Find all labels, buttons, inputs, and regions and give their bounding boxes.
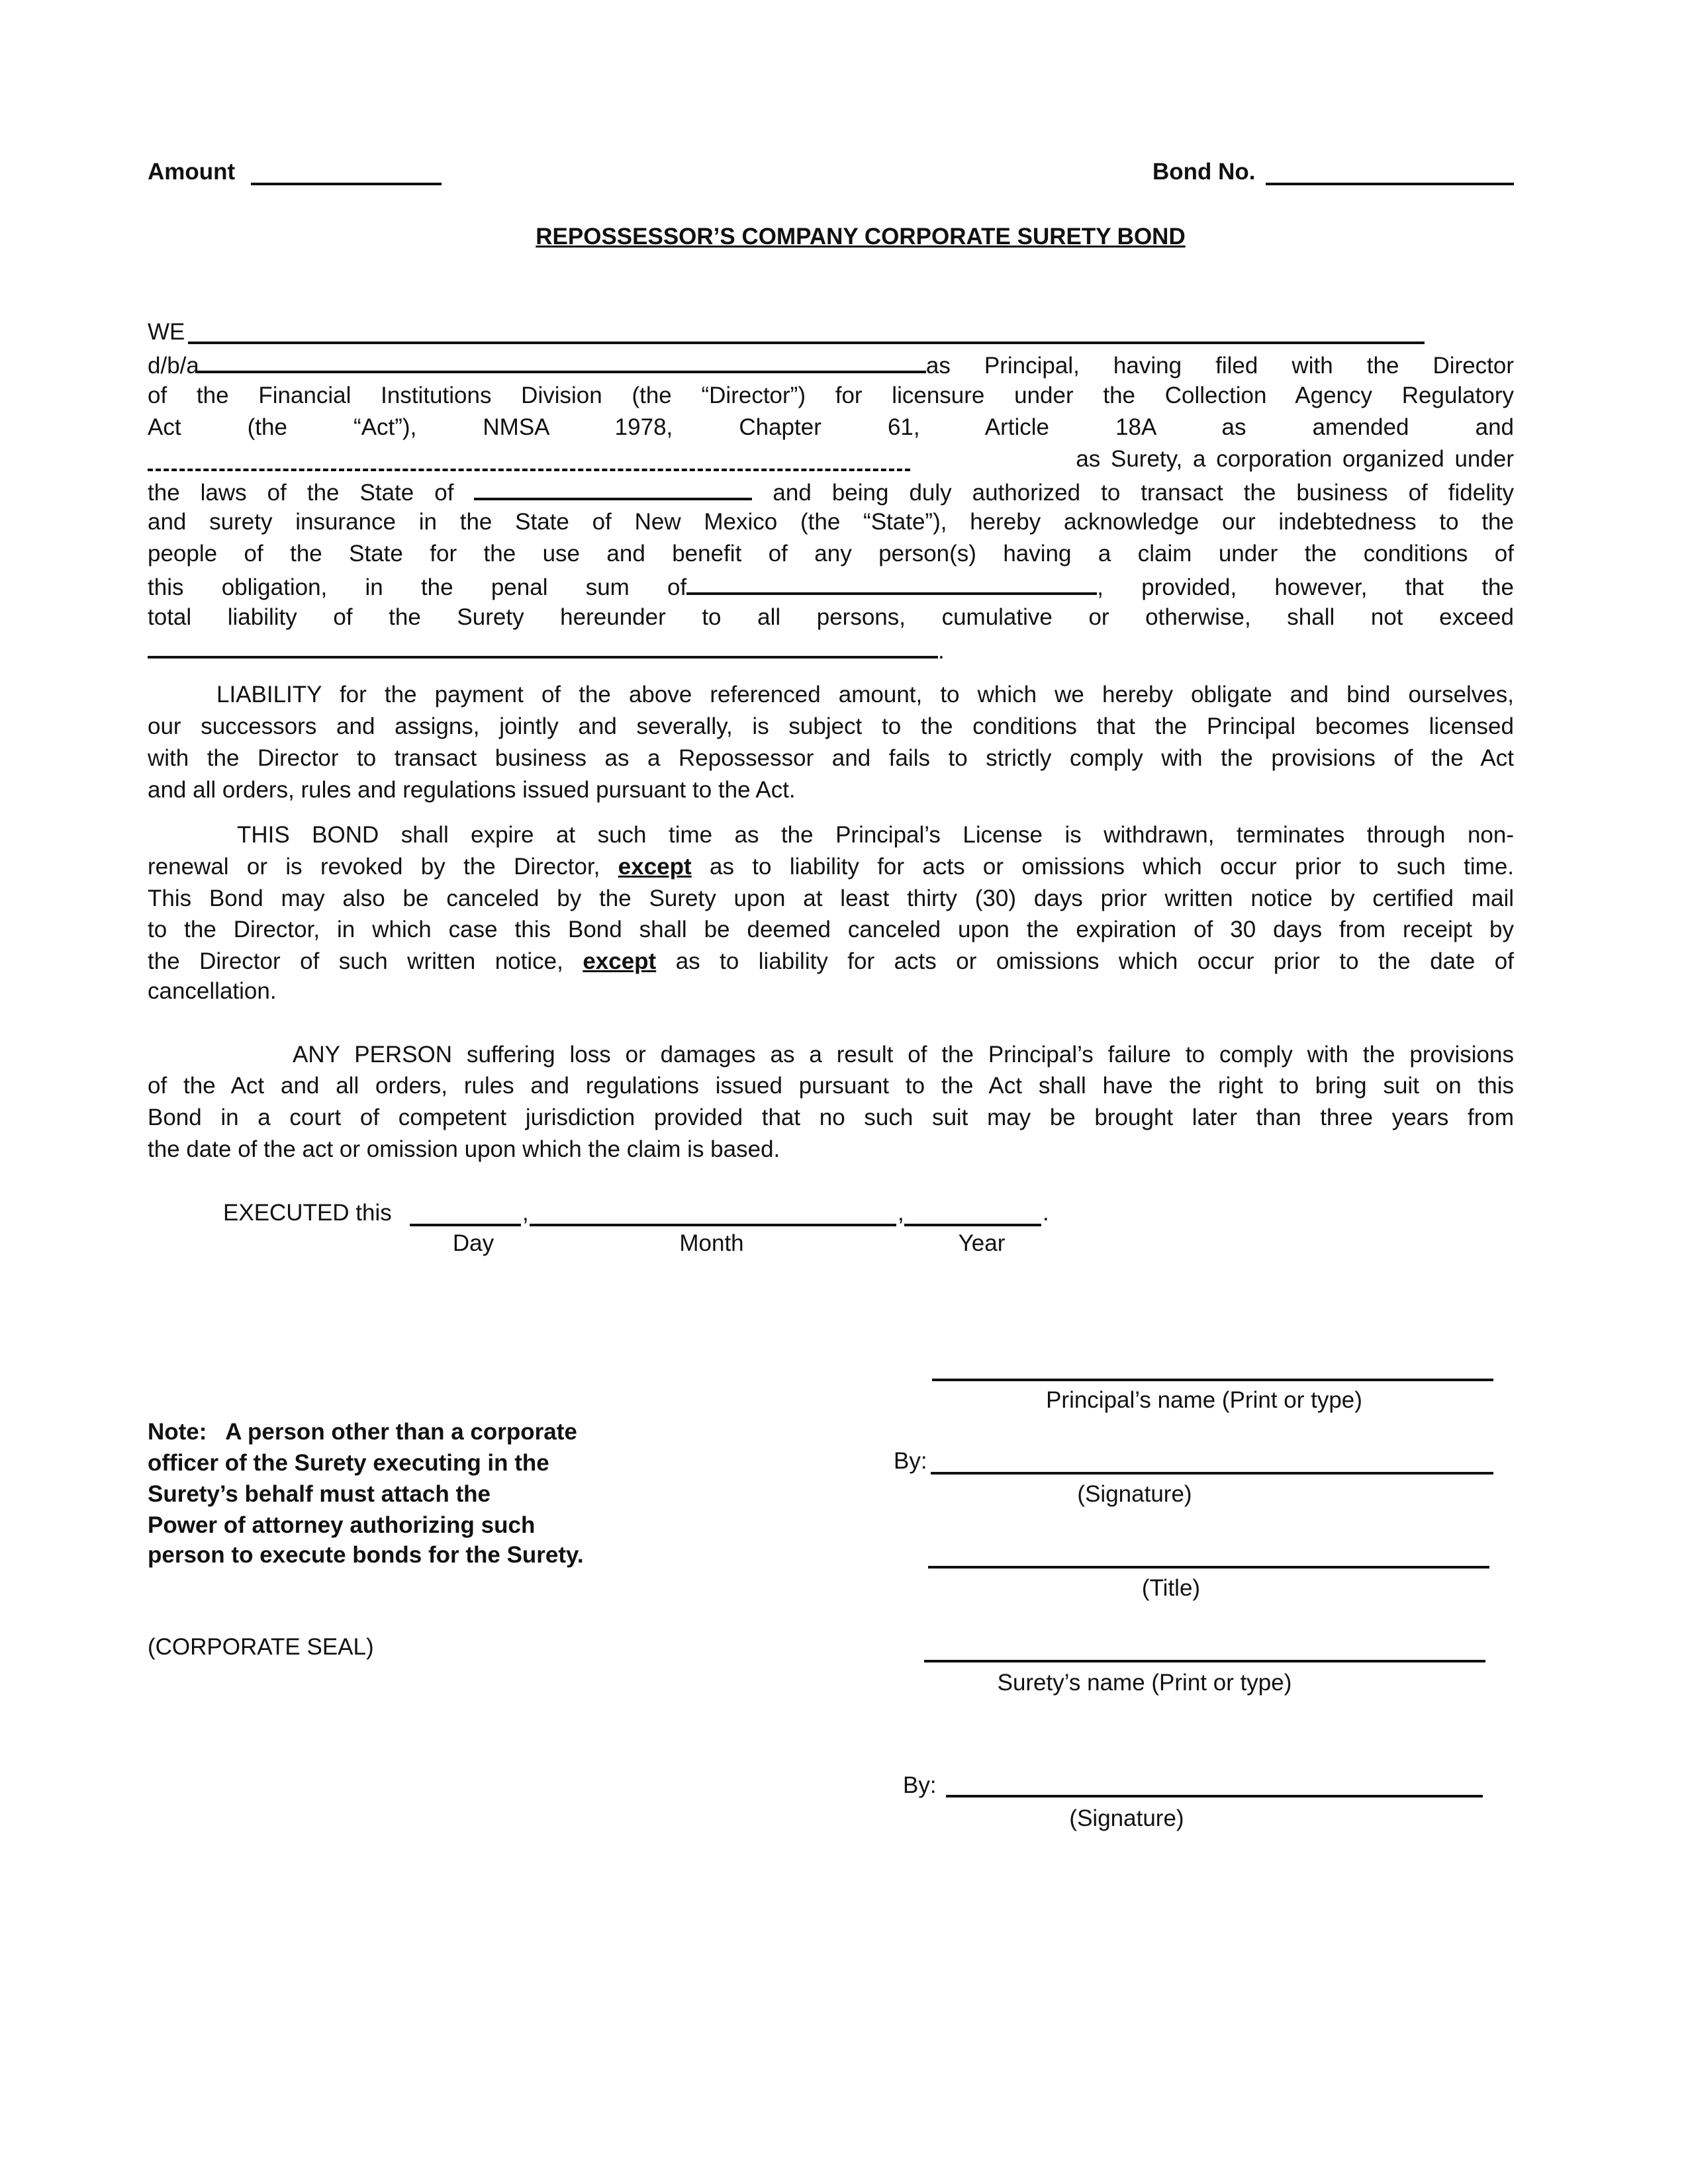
- note-line: Surety’s behalf must attach the: [148, 1481, 491, 1507]
- body-line: and all orders, rules and regulations issued pursuant to the Act.: [148, 777, 796, 803]
- body-line: total liability of the Surety hereunder to all persons, cumulative or otherwise, shall not exceed: [148, 604, 1514, 630]
- body-line: the date of the act or omission upon which the claim is based.: [148, 1136, 780, 1162]
- we-label: WE: [148, 319, 185, 345]
- title-line[interactable]: [928, 1566, 1489, 1569]
- by-label: By:: [903, 1772, 937, 1798]
- body-line: LIABILITY for the payment of the above referenced amount, to which we hereby obligate and bind ourselves,: [216, 682, 1514, 707]
- surety-signature-line[interactable]: [946, 1795, 1483, 1797]
- month-field[interactable]: [530, 1224, 896, 1226]
- bond-no-field[interactable]: [1266, 183, 1514, 185]
- body-line: This Bond may also be canceled by the Surety upon at least thirty (30) days prior written notice by certified mail: [148, 886, 1514, 911]
- corporate-seal-label: (CORPORATE SEAL): [148, 1634, 374, 1660]
- note-line: officer of the Surety executing in the: [148, 1450, 549, 1476]
- by-label: By:: [894, 1448, 927, 1474]
- max-liability-field[interactable]: [148, 633, 938, 659]
- principal-name-caption: Principal’s name (Print or type): [1046, 1387, 1362, 1413]
- comma: ,: [522, 1200, 529, 1226]
- amount-field[interactable]: [251, 183, 442, 185]
- body-line: and surety insurance in the State of New Mexico (the “State”), hereby acknowledge our indebtedness to the: [148, 509, 1514, 535]
- document-title: REPOSSESSOR’S COMPANY CORPORATE SURETY BOND: [536, 224, 1186, 250]
- body-line: THIS BOND shall expire at such time as the Principal’s License is withdrawn, terminates through non-: [237, 822, 1514, 848]
- note-line: Power of attorney authorizing such: [148, 1512, 536, 1538]
- surety-name-field[interactable]: [148, 469, 910, 471]
- body-line: of the Act and all orders, rules and regulations issued pursuant to the Act shall have the right to bring suit on this: [148, 1073, 1514, 1099]
- comma: ,: [898, 1200, 904, 1226]
- body-line: ANY PERSON suffering loss or damages as a result of the Principal’s failure to comply with the provisions: [293, 1042, 1514, 1068]
- body-line: this obligation, in the penal sum of , provided, however, that the: [148, 570, 1514, 604]
- month-caption: Month: [679, 1230, 744, 1256]
- note-line: person to execute bonds for the Surety.: [148, 1542, 584, 1568]
- year-field[interactable]: [904, 1224, 1041, 1226]
- penal-sum-field[interactable]: [686, 570, 1097, 595]
- surety-name-line[interactable]: [924, 1660, 1485, 1662]
- body-line: the Director of such written notice, except as to liability for acts or omissions which occur prior to the date of: [148, 948, 1514, 974]
- body-line: our successors and assigns, jointly and severally, is subject to the conditions that the Principal becomes licensed: [148, 713, 1514, 739]
- surety-name-caption: Surety’s name (Print or type): [997, 1670, 1292, 1696]
- title-caption: (Title): [1141, 1575, 1201, 1601]
- body-line: Act (the “Act”), NMSA 1978, Chapter 61, Article 18A as amended and: [148, 414, 1514, 440]
- executed-label: EXECUTED this: [223, 1200, 392, 1226]
- body-line: with the Director to transact business as a Repossessor and fails to strictly comply with the provisions of the Act: [148, 745, 1514, 771]
- principal-signature-line[interactable]: [931, 1472, 1493, 1475]
- except-emphasis: except: [618, 854, 692, 880]
- principal-name-field[interactable]: [188, 341, 1425, 344]
- body-line: .: [148, 633, 1514, 667]
- note-line: Note: A person other than a corporate: [148, 1419, 577, 1445]
- body-line: to the Director, in which case this Bond shall be deemed canceled upon the expiration of 30 days from receipt by: [148, 917, 1514, 942]
- period: .: [1043, 1200, 1049, 1226]
- body-line: d/b/a as Principal, having filed with the Director: [148, 348, 1514, 382]
- bond-no-label: Bond No.: [1152, 159, 1256, 185]
- dba-field[interactable]: [195, 348, 926, 373]
- day-caption: Day: [452, 1230, 494, 1256]
- state-field[interactable]: [474, 475, 752, 500]
- body-line: people of the State for the use and benefit of any person(s) having a claim under the conditions of: [148, 541, 1514, 567]
- year-caption: Year: [958, 1230, 1006, 1256]
- day-field[interactable]: [410, 1224, 521, 1226]
- body-line: of the Financial Institutions Division (the “Director”) for licensure under the Collection Agency Regulatory: [148, 383, 1514, 408]
- body-line: Bond in a court of competent jurisdiction provided that no such suit may be brought later than three years from: [148, 1105, 1514, 1130]
- body-line: renewal or is revoked by the Director, except as to liability for acts or omissions which occur prior to such time.: [148, 854, 1515, 880]
- signature-caption: (Signature): [1069, 1805, 1184, 1831]
- amount-label: Amount: [148, 159, 236, 185]
- principal-name-line[interactable]: [932, 1379, 1493, 1381]
- body-line: cancellation.: [148, 978, 277, 1004]
- body-line: as Surety, a corporation organized under: [1076, 446, 1514, 472]
- body-line: the laws of the State of and being duly authorized to transact the business of fidelity: [148, 475, 1514, 509]
- signature-caption: (Signature): [1077, 1481, 1192, 1507]
- except-emphasis: except: [583, 948, 657, 974]
